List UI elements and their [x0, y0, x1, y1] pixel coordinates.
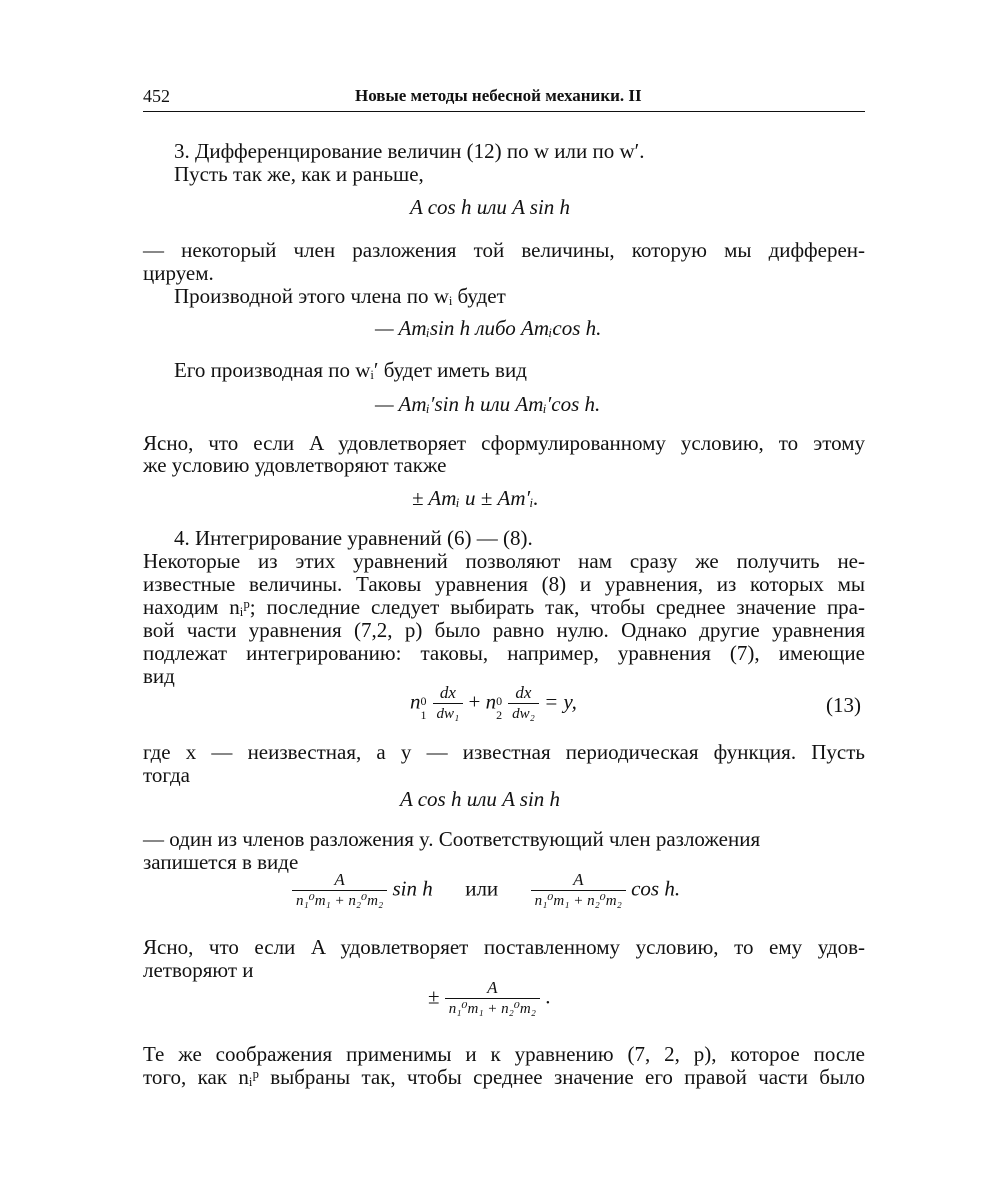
paragraph-text: Производной этого члена по wᵢ будет: [174, 284, 506, 308]
equation-pm-am: ± Amᵢ и ± Am′ᵢ.: [412, 486, 539, 510]
paragraph-text: Те же соображения применимы и к уравнению (7, 2, p), которое после: [143, 1042, 865, 1066]
header-rule: [143, 111, 865, 112]
paragraph-text: же условию удовлетворяют также: [143, 453, 447, 477]
section-4-heading: 4. Интегрирование уравнений (6) — (8).: [174, 526, 533, 550]
paragraph-text: летворяют и: [143, 958, 254, 982]
paragraph-text: известные величины. Таковы уравнения (8) и уравнения, из которых мы: [143, 572, 865, 596]
paragraph-text: того, как nᵢᵖ выбраны так, чтобы среднее значение его правой части было: [143, 1065, 865, 1089]
page-number: 452: [143, 86, 170, 106]
paragraph-text: где x — неизвестная, а y — известная периодическая функция. Пусть: [143, 740, 865, 764]
paragraph-text: цируем.: [143, 261, 214, 285]
paragraph-text: Ясно, что если A удовлетворяет поставленному условию, то ему удов-: [143, 935, 865, 959]
equation-13: n 0 1 $\frac{dx}{\text{dw₁}}$ + n 0 2 $\frac{dx}{\text{dw₂}}$ = y,: [410, 683, 577, 722]
paragraph-text: тогда: [143, 763, 190, 787]
running-title: Новые методы небесной механики. II: [355, 86, 642, 105]
equation-pm-fraction: ± $\frac{A}{\text{n₁⁰m₁ + n₂⁰m₂}}$ .: [428, 978, 551, 1017]
paragraph-text: Пусть так же, как и раньше,: [174, 162, 424, 186]
paragraph-text: вид: [143, 664, 175, 688]
paragraph-text: запишется в виде: [143, 850, 299, 874]
paragraph-text: — один из членов разложения y. Соответствующий член разложения: [143, 827, 761, 851]
section-3-heading: 3. Дифференцирование величин (12) по w или по w′.: [174, 139, 645, 163]
equation-a-cos-h: A cos h или A sin h: [410, 195, 571, 219]
paragraph-text: подлежат интегрированию: таковы, например, уравнения (7), имеющие: [143, 641, 865, 665]
paragraph-text: Некоторые из этих уравнений позволяют нам сразу же получить не-: [143, 549, 865, 573]
paragraph-text: Его производная по wᵢ′ будет иметь вид: [174, 358, 527, 382]
paragraph-text: вой части уравнения (7,2, p) было равно нулю. Однако другие уравнения: [143, 618, 865, 642]
paragraph-text: — некоторый член разложения той величины, которую мы дифферен-: [143, 238, 865, 262]
equation-derivative-w-prime: — Amᵢ′sin h или Amᵢ′cos h.: [375, 392, 601, 416]
equation-number: (13): [826, 693, 861, 717]
equation-solution-terms: $\frac{A}{\text{n₁⁰m₁ + n₂⁰m₂}}$ sin h или $\frac{A}{\text{n₁⁰m₁ + n₂⁰m₂}}$ cos h.: [292, 870, 680, 911]
equation-a-cos-h-2: A cos h или A sin h: [400, 787, 561, 811]
paragraph-text: Ясно, что если A удовлетворяет сформулированному условию, то этому: [143, 431, 865, 455]
equation-derivative-w: — Amᵢsin h либо Amᵢcos h.: [375, 316, 602, 340]
paragraph-text: находим nᵢᵖ; последние следует выбирать так, чтобы среднее значение пра-: [143, 595, 865, 619]
